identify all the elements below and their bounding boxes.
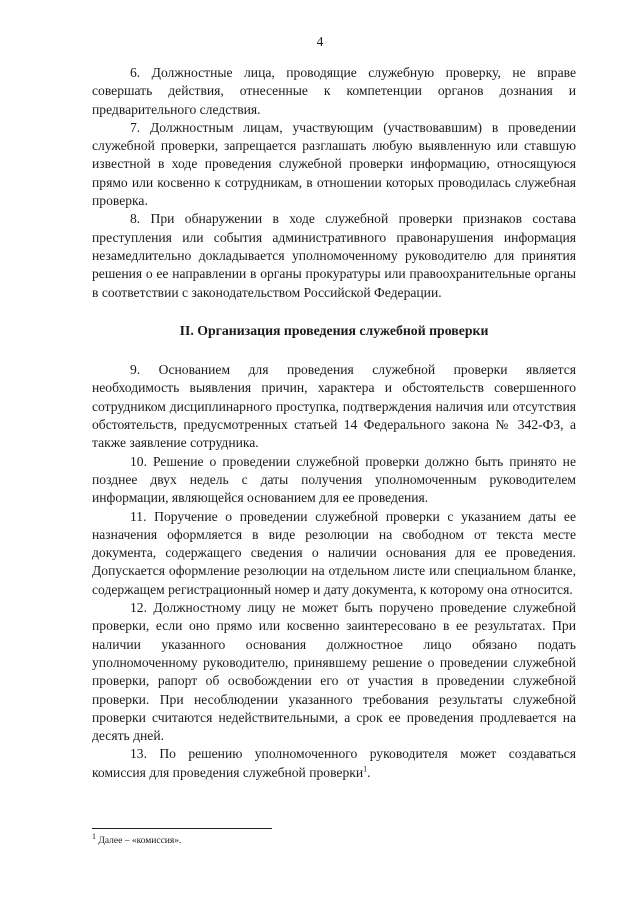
footnote-reference: 1 [363, 764, 368, 774]
footnote [92, 831, 182, 847]
paragraph-9: 9. Основанием для проведения служебной проверки является необходимость выявления причин, характера и обстоятельств совершенного сотрудником дисциплинарного проступка, подтверждения наличия или отсутствия обстоятельств, предусмотренных статьей 14 Федерального закона № 342-ФЗ, а также заявление сотрудника. [92, 362, 576, 451]
paragraph-6: 6. Должностные лица, проводящие служебную проверку, не вправе совершать действия, отнесенные к компетенции органов дознания и предварительного следствия. [92, 65, 576, 117]
paragraph-7: 7. Должностным лицам, участвующим (участвовавшим) в проведении служебной проверки, запрещается разглашать любую выявленную или ставшую известной в ходе проведения служебной проверки информацию, относящуюся прямо или косвенно к сотрудникам, в отношении которых проводилась служебная проверка. [92, 119, 576, 209]
paragraph-10: 10. Решение о проведении служебной проверки должно быть принято не позднее двух недель с даты получения уполномоченным руководителем информации, являющейся основанием для ее проведения. [92, 453, 576, 506]
paragraph-13-end: . [367, 764, 371, 780]
footnote-text: Далее – «комиссия». [96, 836, 182, 846]
paragraph-8: 8. При обнаружении в ходе служебной проверки признаков состава преступления или события административного правонарушения информация незамедлительно докладывается уполномоченному руководителю для принятия решения о ее направлении в органы прокуратуры или правоохранительные органы в соответствии с законодательством Российской Федерации. [92, 211, 576, 300]
paragraph-11: 11. Поручение о проведении служебной проверки с указанием даты ее назначения оформляется в виде резолюции на свободном от текста месте документа, содержащего сведения о наличии основания для ее проведения. Допускается оформление резолюции на отдельном листе или специальном бланке, содержащем регистрационный номер и дату документа, к которому она относится. [92, 508, 576, 597]
page-number: 4 [316, 34, 324, 49]
footnote-divider [92, 828, 272, 829]
section-title: II. Организация проведения служебной проверки [179, 322, 489, 338]
paragraph-12: 12. Должностному лицу не может быть поручено проведение служебной проверки, если оно прямо или косвенно заинтересовано в ее результатах. При наличии указанного основания должностное лицо обязано подать уполномоченному руководителю, принявшему решение о проведении служебной проверки, рапорт об освобождении его от участия в проведении служебной проверки. При несоблюдении указанного требования результаты служебной проверки считаются недействительными, а срок ее проведения продлевается на десять дней. [92, 600, 576, 744]
paragraph-13 [92, 745, 576, 782]
footnote-marker: 1 [92, 831, 96, 841]
paragraph-13-text: 13. По решению уполномоченного руководителя может создаваться комиссия для проведения служебной проверки [92, 746, 576, 780]
document-body [92, 64, 576, 782]
